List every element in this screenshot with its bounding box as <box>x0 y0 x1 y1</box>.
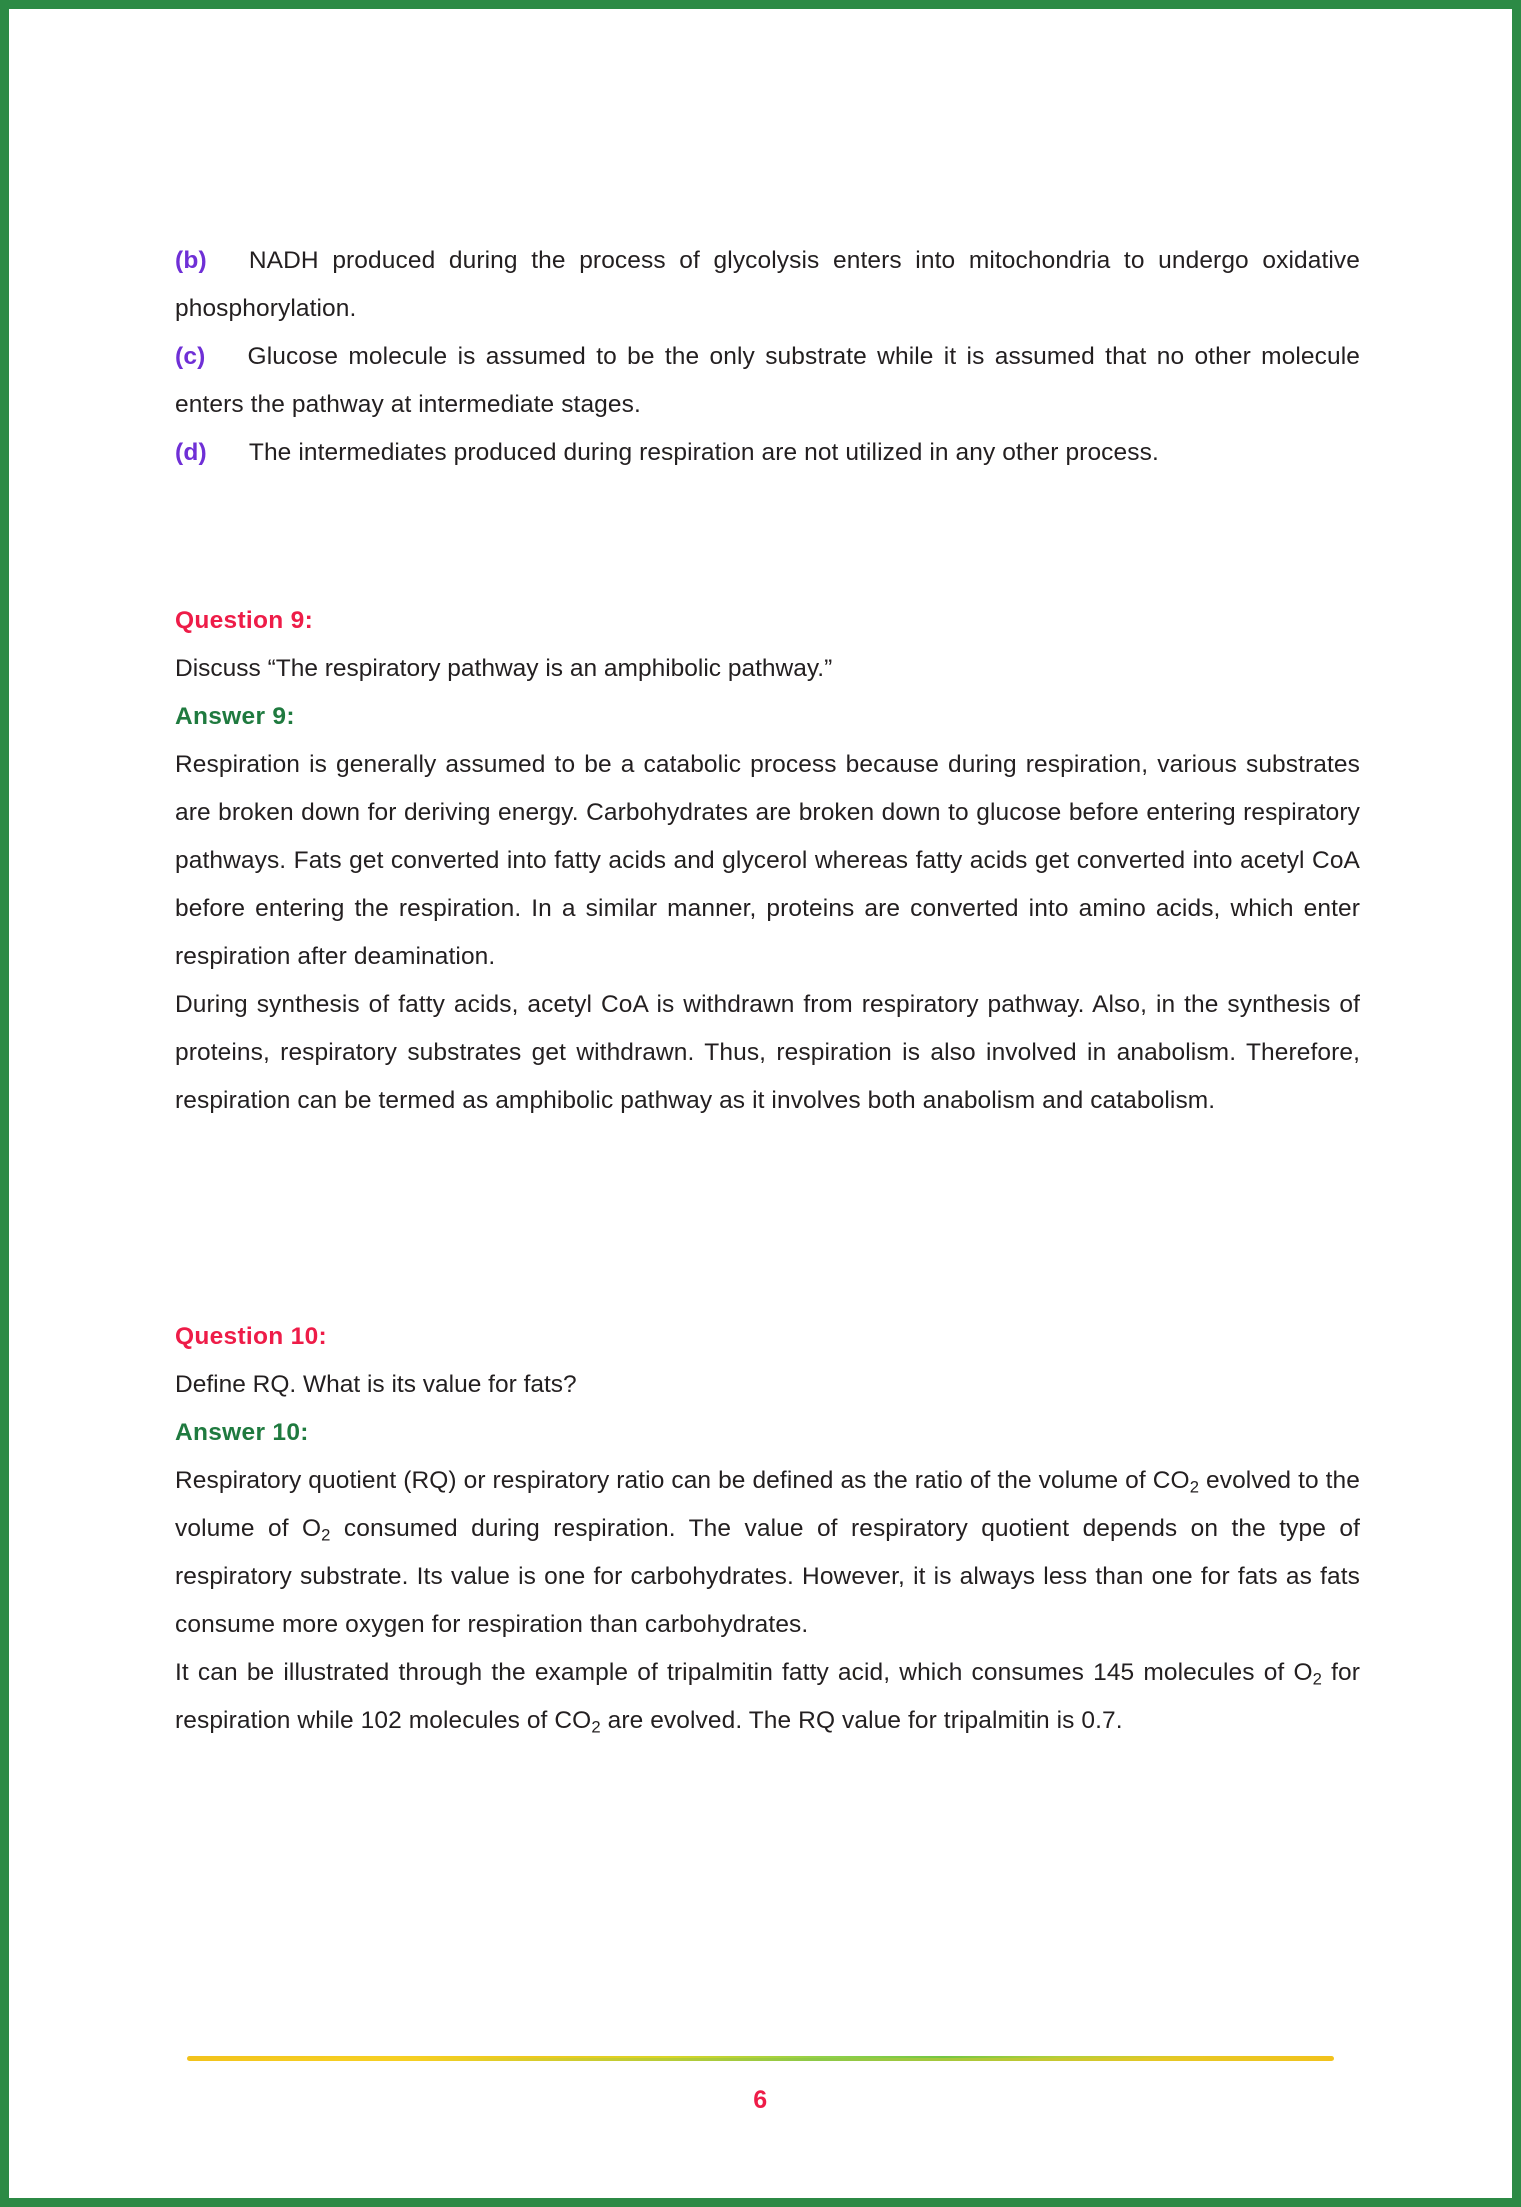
page-inner <box>9 9 1512 2198</box>
option-item-c <box>175 333 1360 429</box>
question-block-10 <box>175 1313 1360 1745</box>
answer-heading-9: Answer 9: <box>175 703 295 730</box>
answer-paragraph-10-1: Respiratory quotient (RQ) or respiratory ratio can be defined as the ratio of the volume of $CO_2$ evolved to the volume of $O_2$ consumed during respiration. The value of respiratory quotient depends on the type of respiratory substrate. Its value is one for carbohydrates. However, it is always less than one for fats as fats consume more oxygen for respiration than carbohydrates. <box>175 1467 1360 1638</box>
option-label-d: (d) <box>175 439 207 466</box>
question-heading-9: Question 9: <box>175 607 314 634</box>
answer-paragraph-10-2: It can be illustrated through the example of tripalmitin fatty acid, which consumes 145 molecules of $O_2$ for respiration while 102 molecules of $CO_2$ are evolved. The RQ value for tripalmitin is 0.7. <box>175 1659 1360 1737</box>
answer-paragraph-9-1: Respiration is generally assumed to be a catabolic process because during respiration, various substrates are broken down for deriving energy. Carbohydrates are broken down to glucose before entering respiratory pathways. Fats get converted into fatty acids and glycerol whereas fatty acids get converted into acetyl CoA before entering the respiration. In a similar manner, proteins are converted into amino acids, which enter respiration after deamination. <box>175 751 1360 970</box>
section-spacer-2 <box>175 1125 1360 1245</box>
question-block-9 <box>175 597 1360 1125</box>
option-label-b: (b) <box>175 247 207 274</box>
option-item-d <box>175 429 1360 477</box>
question-text-9: Discuss “The respiratory pathway is an amphibolic pathway.” <box>175 655 833 682</box>
option-text-d: The intermediates produced during respiration are not utilized in any other process. <box>248 439 1159 466</box>
document-content <box>175 237 1360 1745</box>
answer-heading-10: Answer 10: <box>175 1419 309 1446</box>
page-number: 6 <box>753 2086 768 2114</box>
option-item-b <box>175 237 1360 333</box>
option-label-c: (c) <box>175 343 206 370</box>
section-spacer-1 <box>175 477 1360 597</box>
question-heading-10: Question 10: <box>175 1323 327 1350</box>
option-text-b: NADH produced during the process of glycolysis enters into mitochondria to undergo oxidative phosphorylation. <box>175 247 1360 322</box>
footer-divider <box>187 2056 1334 2061</box>
option-text-c: Glucose molecule is assumed to be the only substrate while it is assumed that no other molecule enters the pathway at intermediate stages. <box>175 343 1360 418</box>
page-footer <box>9 2056 1512 2146</box>
question-text-10: Define RQ. What is its value for fats? <box>175 1371 577 1398</box>
answer-paragraph-9-2: During synthesis of fatty acids, acetyl CoA is withdrawn from respiratory pathway. Also, in the synthesis of proteins, respiratory substrates get withdrawn. Thus, respiration is also involved in anabolism. Therefore, respiration can be termed as amphibolic pathway as it involves both anabolism and catabolism. <box>175 991 1360 1114</box>
section-spacer-3 <box>175 1245 1360 1313</box>
